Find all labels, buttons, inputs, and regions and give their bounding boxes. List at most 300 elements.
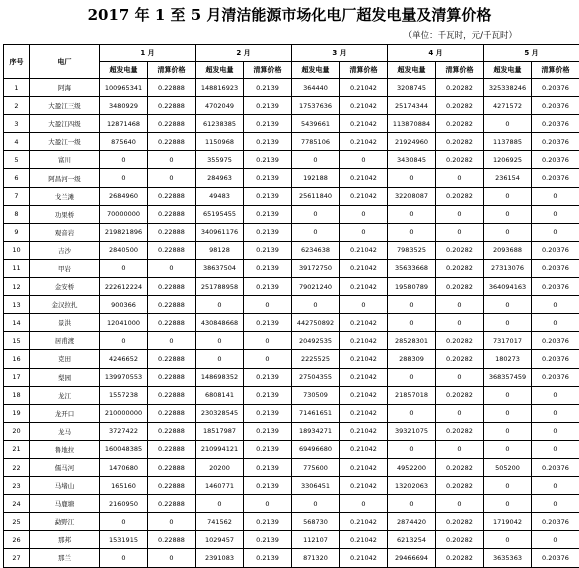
cell-power: 160048385 xyxy=(100,440,148,458)
row-seq: 15 xyxy=(4,332,30,350)
row-seq: 25 xyxy=(4,513,30,531)
table-row xyxy=(4,513,579,531)
cell-power: 730509 xyxy=(292,386,340,404)
cell-power: 0 xyxy=(484,386,532,404)
cell-power: 17537636 xyxy=(292,97,340,115)
cell-price: 0 xyxy=(532,422,579,440)
cell-price: 0.20376 xyxy=(532,513,579,531)
cell-power: 2093688 xyxy=(484,241,532,259)
cell-price: 0.22888 xyxy=(148,241,196,259)
unit-note: （单位：千瓦时，元/千瓦时） xyxy=(404,29,517,41)
cell-price: 0 xyxy=(436,169,484,187)
row-plant-name: 勐野江 xyxy=(30,513,100,531)
header-month: 4 月 xyxy=(388,45,484,62)
cell-power: 505200 xyxy=(484,458,532,476)
cell-power: 3430845 xyxy=(388,151,436,169)
table-row xyxy=(4,368,579,386)
cell-power: 0 xyxy=(388,368,436,386)
cell-power: 0 xyxy=(388,296,436,314)
row-plant-name: 甲岩 xyxy=(30,259,100,277)
cell-power: 1557238 xyxy=(100,386,148,404)
cell-power: 0 xyxy=(484,404,532,422)
row-plant-name: 观音岩 xyxy=(30,223,100,241)
cell-power: 0 xyxy=(100,169,148,187)
cell-price: 0.2139 xyxy=(244,97,292,115)
row-seq: 17 xyxy=(4,368,30,386)
row-plant-name: 那兰 xyxy=(30,549,100,567)
cell-power: 12041000 xyxy=(100,314,148,332)
table-row xyxy=(4,332,579,350)
data-table xyxy=(3,44,579,568)
cell-price: 0.20376 xyxy=(532,169,579,187)
cell-power: 340961176 xyxy=(196,223,244,241)
row-plant-name: 功果桥 xyxy=(30,205,100,223)
cell-power: 875640 xyxy=(100,133,148,151)
header-power: 超发电量 xyxy=(196,62,244,79)
cell-power: 0 xyxy=(484,205,532,223)
row-plant-name: 儒马河 xyxy=(30,458,100,476)
cell-power: 568730 xyxy=(292,513,340,531)
cell-price: 0.2139 xyxy=(244,404,292,422)
cell-price: 0.22888 xyxy=(148,296,196,314)
cell-power: 0 xyxy=(100,549,148,567)
cell-power: 1531915 xyxy=(100,531,148,549)
cell-price: 0.2139 xyxy=(244,79,292,97)
cell-price: 0 xyxy=(532,386,579,404)
cell-power: 0 xyxy=(196,296,244,314)
cell-power: 29466694 xyxy=(388,549,436,567)
cell-price: 0.20282 xyxy=(436,350,484,368)
cell-power: 113870884 xyxy=(388,115,436,133)
cell-price: 0 xyxy=(436,368,484,386)
cell-price: 0 xyxy=(436,296,484,314)
row-plant-name: 克田 xyxy=(30,350,100,368)
row-seq: 19 xyxy=(4,404,30,422)
row-plant-name: 大盈江一级 xyxy=(30,133,100,151)
cell-power: 1470680 xyxy=(100,458,148,476)
cell-price: 0 xyxy=(244,350,292,368)
cell-price: 0 xyxy=(436,223,484,241)
cell-power: 364094163 xyxy=(484,278,532,296)
cell-power: 0 xyxy=(388,314,436,332)
header-month: 2 月 xyxy=(196,45,292,62)
cell-power: 0 xyxy=(484,477,532,495)
table-row xyxy=(4,404,579,422)
cell-price: 0.22888 xyxy=(148,314,196,332)
row-seq: 7 xyxy=(4,187,30,205)
cell-power: 98128 xyxy=(196,241,244,259)
header-price: 清算价格 xyxy=(244,62,292,79)
table-row xyxy=(4,187,579,205)
cell-price: 0 xyxy=(436,314,484,332)
cell-power: 0 xyxy=(388,169,436,187)
cell-power: 70000000 xyxy=(100,205,148,223)
cell-price: 0.20376 xyxy=(532,368,579,386)
cell-price: 0.2139 xyxy=(244,477,292,495)
header-month: 5 月 xyxy=(484,45,579,62)
table-row xyxy=(4,350,579,368)
cell-price: 0 xyxy=(244,296,292,314)
cell-power: 38637504 xyxy=(196,259,244,277)
cell-price: 0.21042 xyxy=(340,386,388,404)
row-seq: 3 xyxy=(4,115,30,133)
cell-power: 368357459 xyxy=(484,368,532,386)
table-row xyxy=(4,531,579,549)
cell-price: 0.20282 xyxy=(436,458,484,476)
table-row xyxy=(4,223,579,241)
cell-price: 0 xyxy=(148,151,196,169)
table-row xyxy=(4,314,579,332)
cell-price: 0.22888 xyxy=(148,133,196,151)
cell-price: 0.20282 xyxy=(436,422,484,440)
cell-power: 3208745 xyxy=(388,79,436,97)
cell-power: 1206925 xyxy=(484,151,532,169)
cell-power: 165160 xyxy=(100,477,148,495)
table-row xyxy=(4,133,579,151)
header-price: 清算价格 xyxy=(436,62,484,79)
cell-price: 0.21042 xyxy=(340,332,388,350)
cell-power: 5439661 xyxy=(292,115,340,133)
row-seq: 16 xyxy=(4,350,30,368)
cell-price: 0 xyxy=(340,223,388,241)
row-plant-name: 阿海 xyxy=(30,79,100,97)
row-plant-name: 大盈江三级 xyxy=(30,97,100,115)
row-plant-name: 鲁地拉 xyxy=(30,440,100,458)
cell-price: 0.22888 xyxy=(148,368,196,386)
cell-power: 236154 xyxy=(484,169,532,187)
cell-price: 0 xyxy=(532,404,579,422)
cell-price: 0.2139 xyxy=(244,133,292,151)
cell-price: 0.21042 xyxy=(340,368,388,386)
cell-price: 0.2139 xyxy=(244,259,292,277)
cell-power: 0 xyxy=(100,259,148,277)
row-plant-name: 景洪 xyxy=(30,314,100,332)
cell-power: 0 xyxy=(484,296,532,314)
cell-power: 1460771 xyxy=(196,477,244,495)
cell-power: 18517987 xyxy=(196,422,244,440)
cell-price: 0.21042 xyxy=(340,458,388,476)
cell-power: 192188 xyxy=(292,169,340,187)
row-plant-name: 那邦 xyxy=(30,531,100,549)
row-seq: 11 xyxy=(4,259,30,277)
row-seq: 14 xyxy=(4,314,30,332)
cell-price: 0.20282 xyxy=(436,386,484,404)
row-seq: 10 xyxy=(4,241,30,259)
table-row xyxy=(4,79,579,97)
table-row xyxy=(4,549,579,567)
cell-power: 4702049 xyxy=(196,97,244,115)
cell-price: 0.2139 xyxy=(244,458,292,476)
cell-power: 2391083 xyxy=(196,549,244,567)
cell-price: 0.20376 xyxy=(532,350,579,368)
table-row xyxy=(4,205,579,223)
cell-power: 0 xyxy=(292,151,340,169)
cell-power: 430848668 xyxy=(196,314,244,332)
cell-power: 12871468 xyxy=(100,115,148,133)
cell-price: 0.20282 xyxy=(436,151,484,169)
cell-price: 0.21042 xyxy=(340,115,388,133)
row-plant-name: 龙马 xyxy=(30,422,100,440)
cell-power: 0 xyxy=(484,115,532,133)
row-seq: 18 xyxy=(4,386,30,404)
row-seq: 4 xyxy=(4,133,30,151)
cell-power: 0 xyxy=(196,350,244,368)
cell-power: 18934271 xyxy=(292,422,340,440)
cell-power: 148816923 xyxy=(196,79,244,97)
cell-price: 0.2139 xyxy=(244,531,292,549)
cell-price: 0 xyxy=(436,440,484,458)
row-seq: 27 xyxy=(4,549,30,567)
cell-price: 0.2139 xyxy=(244,205,292,223)
cell-price: 0 xyxy=(244,332,292,350)
cell-price: 0.20376 xyxy=(532,332,579,350)
cell-power: 1137885 xyxy=(484,133,532,151)
cell-price: 0.20376 xyxy=(532,133,579,151)
cell-price: 0 xyxy=(532,187,579,205)
cell-power: 49483 xyxy=(196,187,244,205)
cell-power: 7983525 xyxy=(388,241,436,259)
cell-power: 0 xyxy=(388,495,436,513)
cell-power: 251788958 xyxy=(196,278,244,296)
table-row xyxy=(4,386,579,404)
cell-power: 32208087 xyxy=(388,187,436,205)
cell-power: 20492535 xyxy=(292,332,340,350)
cell-power: 219821896 xyxy=(100,223,148,241)
header-power: 超发电量 xyxy=(388,62,436,79)
cell-price: 0.20282 xyxy=(436,278,484,296)
cell-power: 180273 xyxy=(484,350,532,368)
cell-price: 0.20376 xyxy=(532,458,579,476)
cell-price: 0.22888 xyxy=(148,278,196,296)
cell-price: 0 xyxy=(532,477,579,495)
table-row xyxy=(4,495,579,513)
table-row xyxy=(4,97,579,115)
cell-power: 100965341 xyxy=(100,79,148,97)
cell-price: 0.2139 xyxy=(244,422,292,440)
cell-power: 3306451 xyxy=(292,477,340,495)
row-seq: 1 xyxy=(4,79,30,97)
cell-price: 0 xyxy=(148,259,196,277)
cell-power: 21857018 xyxy=(388,386,436,404)
cell-price: 0.22888 xyxy=(148,350,196,368)
cell-price: 0 xyxy=(532,223,579,241)
cell-price: 0.21042 xyxy=(340,169,388,187)
cell-power: 0 xyxy=(292,495,340,513)
table-row xyxy=(4,278,579,296)
cell-price: 0 xyxy=(340,151,388,169)
row-seq: 6 xyxy=(4,169,30,187)
header-seq: 序号 xyxy=(4,45,30,79)
cell-price: 0 xyxy=(148,549,196,567)
cell-price: 0.20376 xyxy=(532,115,579,133)
cell-price: 0.20376 xyxy=(532,151,579,169)
cell-power: 28528301 xyxy=(388,332,436,350)
cell-power: 0 xyxy=(484,223,532,241)
cell-price: 0 xyxy=(532,440,579,458)
cell-power: 210994121 xyxy=(196,440,244,458)
cell-price: 0.20282 xyxy=(436,332,484,350)
cell-power: 3480929 xyxy=(100,97,148,115)
cell-power: 230328545 xyxy=(196,404,244,422)
cell-price: 0 xyxy=(532,205,579,223)
cell-power: 0 xyxy=(100,332,148,350)
cell-price: 0.2139 xyxy=(244,241,292,259)
row-seq: 22 xyxy=(4,458,30,476)
cell-power: 0 xyxy=(484,314,532,332)
cell-price: 0.22888 xyxy=(148,495,196,513)
row-plant-name: 富川 xyxy=(30,151,100,169)
table-row xyxy=(4,115,579,133)
cell-price: 0.21042 xyxy=(340,440,388,458)
cell-price: 0.2139 xyxy=(244,314,292,332)
cell-price: 0.2139 xyxy=(244,513,292,531)
cell-price: 0.22888 xyxy=(148,97,196,115)
header-power: 超发电量 xyxy=(100,62,148,79)
header-price: 清算价格 xyxy=(148,62,196,79)
cell-price: 0.21042 xyxy=(340,350,388,368)
cell-power: 0 xyxy=(292,223,340,241)
cell-power: 288309 xyxy=(388,350,436,368)
cell-price: 0.21042 xyxy=(340,259,388,277)
table-row xyxy=(4,458,579,476)
cell-power: 210000000 xyxy=(100,404,148,422)
cell-power: 0 xyxy=(100,513,148,531)
cell-power: 6808141 xyxy=(196,386,244,404)
cell-price: 0.21042 xyxy=(340,187,388,205)
cell-power: 1029457 xyxy=(196,531,244,549)
cell-power: 35633668 xyxy=(388,259,436,277)
cell-power: 0 xyxy=(388,223,436,241)
table-row xyxy=(4,151,579,169)
cell-power: 4952200 xyxy=(388,458,436,476)
cell-power: 0 xyxy=(196,332,244,350)
row-plant-name: 吉沙 xyxy=(30,241,100,259)
cell-price: 0.2139 xyxy=(244,151,292,169)
cell-power: 0 xyxy=(484,495,532,513)
header-month: 3 月 xyxy=(292,45,388,62)
row-seq: 12 xyxy=(4,278,30,296)
cell-price: 0 xyxy=(340,495,388,513)
cell-price: 0.22888 xyxy=(148,458,196,476)
cell-price: 0.22888 xyxy=(148,531,196,549)
cell-power: 775600 xyxy=(292,458,340,476)
cell-price: 0.2139 xyxy=(244,549,292,567)
cell-price: 0.20376 xyxy=(532,97,579,115)
table-row xyxy=(4,296,579,314)
cell-power: 0 xyxy=(484,187,532,205)
cell-power: 0 xyxy=(484,440,532,458)
cell-power: 27313076 xyxy=(484,259,532,277)
cell-power: 27504355 xyxy=(292,368,340,386)
row-seq: 13 xyxy=(4,296,30,314)
cell-power: 0 xyxy=(292,296,340,314)
cell-price: 0.22888 xyxy=(148,477,196,495)
cell-power: 39172750 xyxy=(292,259,340,277)
cell-power: 2874420 xyxy=(388,513,436,531)
cell-price: 0 xyxy=(340,205,388,223)
page-title: 2017 年 1 至 5 月清洁能源市场化电厂超发电量及清算价格 xyxy=(0,4,579,25)
cell-price: 0.22888 xyxy=(148,386,196,404)
cell-price: 0.20376 xyxy=(532,259,579,277)
header-power: 超发电量 xyxy=(484,62,532,79)
cell-power: 4246652 xyxy=(100,350,148,368)
cell-price: 0.2139 xyxy=(244,223,292,241)
cell-price: 0 xyxy=(532,531,579,549)
cell-power: 65195455 xyxy=(196,205,244,223)
cell-power: 39321075 xyxy=(388,422,436,440)
cell-price: 0.21042 xyxy=(340,404,388,422)
cell-price: 0.20282 xyxy=(436,241,484,259)
cell-price: 0 xyxy=(436,495,484,513)
cell-power: 112107 xyxy=(292,531,340,549)
row-seq: 23 xyxy=(4,477,30,495)
table-row xyxy=(4,477,579,495)
cell-price: 0 xyxy=(436,205,484,223)
cell-price: 0 xyxy=(340,296,388,314)
row-plant-name: 居甫渡 xyxy=(30,332,100,350)
cell-power: 19580789 xyxy=(388,278,436,296)
cell-price: 0.20282 xyxy=(436,513,484,531)
cell-price: 0 xyxy=(532,495,579,513)
cell-power: 4271572 xyxy=(484,97,532,115)
cell-power: 2684960 xyxy=(100,187,148,205)
cell-power: 442750892 xyxy=(292,314,340,332)
row-plant-name: 戈兰滩 xyxy=(30,187,100,205)
cell-price: 0.20376 xyxy=(532,549,579,567)
header-plant: 电厂 xyxy=(30,45,100,79)
row-seq: 9 xyxy=(4,223,30,241)
cell-power: 284963 xyxy=(196,169,244,187)
cell-price: 0.20282 xyxy=(436,259,484,277)
cell-price: 0.22888 xyxy=(148,223,196,241)
cell-power: 21924960 xyxy=(388,133,436,151)
cell-power: 1719042 xyxy=(484,513,532,531)
table-row xyxy=(4,422,579,440)
cell-price: 0.21042 xyxy=(340,278,388,296)
cell-power: 2840500 xyxy=(100,241,148,259)
cell-price: 0.20376 xyxy=(532,79,579,97)
cell-power: 0 xyxy=(388,404,436,422)
row-seq: 20 xyxy=(4,422,30,440)
cell-price: 0.21042 xyxy=(340,133,388,151)
row-seq: 24 xyxy=(4,495,30,513)
header-power: 超发电量 xyxy=(292,62,340,79)
cell-power: 0 xyxy=(388,440,436,458)
cell-power: 0 xyxy=(196,495,244,513)
cell-power: 61238385 xyxy=(196,115,244,133)
cell-price: 0.22888 xyxy=(148,79,196,97)
row-seq: 5 xyxy=(4,151,30,169)
row-plant-name: 阿昌河一级 xyxy=(30,169,100,187)
cell-power: 7317017 xyxy=(484,332,532,350)
cell-price: 0.21042 xyxy=(340,513,388,531)
cell-power: 139970553 xyxy=(100,368,148,386)
cell-power: 13202063 xyxy=(388,477,436,495)
cell-price: 0.21042 xyxy=(340,531,388,549)
cell-price: 0.21042 xyxy=(340,549,388,567)
cell-power: 148698352 xyxy=(196,368,244,386)
row-plant-name: 金汉拉扎 xyxy=(30,296,100,314)
cell-power: 325338246 xyxy=(484,79,532,97)
cell-power: 871320 xyxy=(292,549,340,567)
cell-power: 79021240 xyxy=(292,278,340,296)
cell-price: 0.20282 xyxy=(436,187,484,205)
row-plant-name: 梨园 xyxy=(30,368,100,386)
header-price: 清算价格 xyxy=(532,62,579,79)
cell-price: 0 xyxy=(148,513,196,531)
cell-price: 0.21042 xyxy=(340,477,388,495)
cell-power: 2160950 xyxy=(100,495,148,513)
